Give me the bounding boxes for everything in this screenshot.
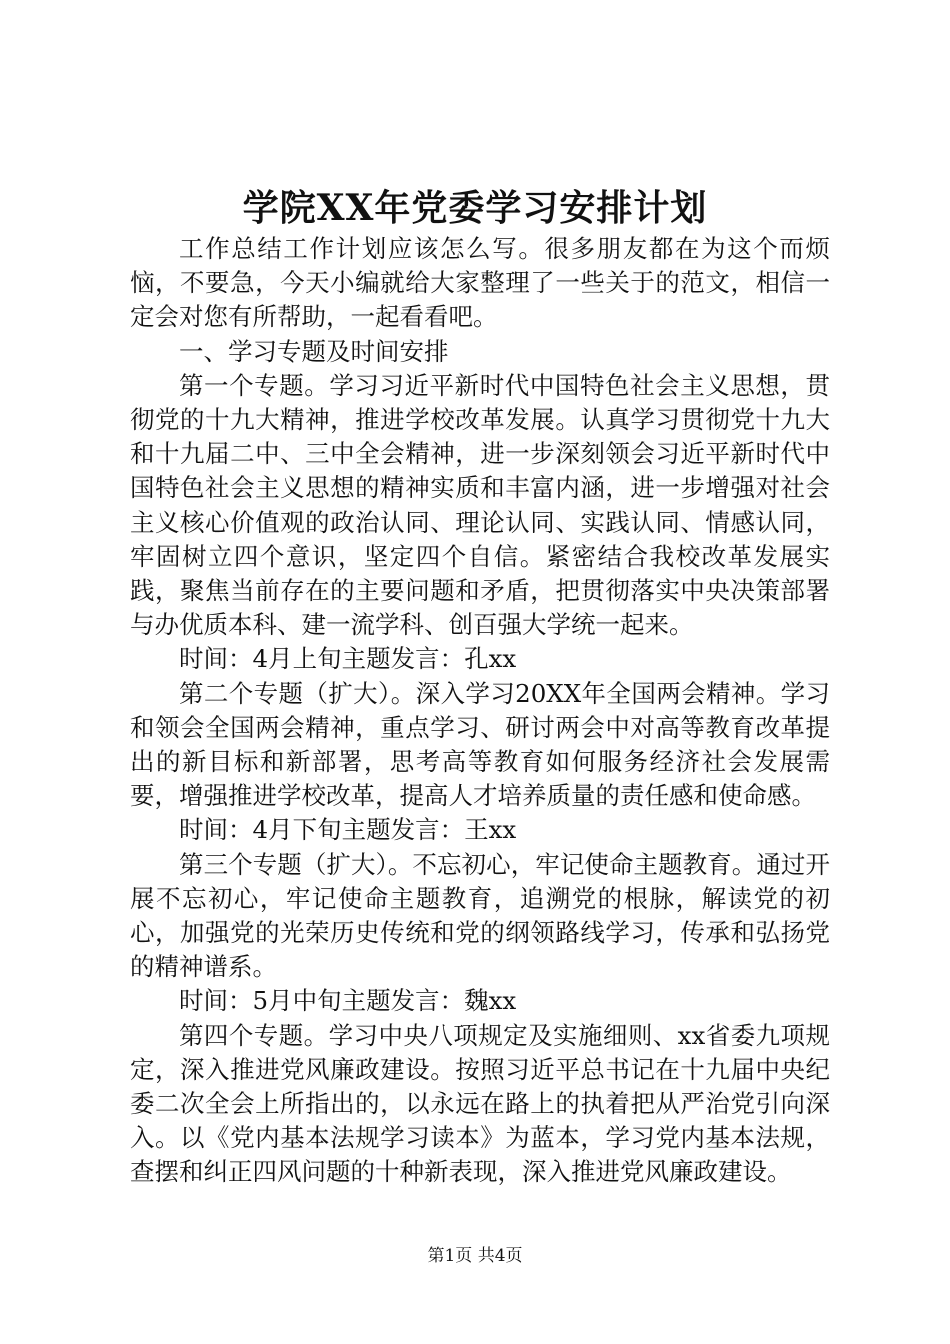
section-heading: 一、学习专题及时间安排 (179, 336, 449, 366)
topic-4-paragraph: 第四个专题。学习中央八项规定及实施细则、xx省委九项规定，深入推进党风廉政建设。按照习近平总书记在十九届中央纪委二次全会上所指出的，以永远在路上的执着把从严治党引向深入。以《党内基本法规学习读本》为蓝本，学习党内基本法规，查摆和纠正四风问题的十种新表现，深入推进党风廉政建设。 (130, 1020, 830, 1187)
page-footer: 第1页 共4页 (427, 1246, 523, 1266)
topic-2-paragraph: 第二个专题（扩大）。深入学习20XX年全国两会精神。学习和领会全国两会精神，重点学习、研讨两会中对高等教育改革提出的新目标和新部署，思考高等教育如何服务经济社会发展需要，增强推进学校改革，提高人才培养质量的责任感和使命感。 (130, 678, 830, 811)
topic-1-time: 时间：4月上旬主题发言：孔xx (179, 644, 517, 674)
topic-1-paragraph: 第一个专题。学习习近平新时代中国特色社会主义思想，贯彻党的十九大精神，推进学校改革发展。认真学习贯彻党十九大和十九届二中、三中全会精神，进一步深刻领会习近平新时代中国特色社会主义思想的精神实质和丰富内涵，进一步增强对社会主义核心价值观的政治认同、理论认同、实践认同、情感认同，牢固树立四个意识，坚定四个自信。紧密结合我校改革发展实践，聚焦当前存在的主要问题和矛盾，把贯彻落实中央决策部署与办优质本科、建一流学科、创百强大学统一起来。 (130, 370, 830, 640)
topic-3-time: 时间：5月中旬主题发言：魏xx (179, 986, 517, 1016)
topic-3-paragraph: 第三个专题（扩大）。不忘初心，牢记使命主题教育。通过开展不忘初心，牢记使命主题教育，追溯党的根脉，解读党的初心，加强党的光荣历史传统和党的纲领路线学习，传承和弘扬党的精神谱系。 (130, 849, 830, 982)
topic-2-time: 时间：4月下旬主题发言：王xx (179, 815, 517, 845)
document-body (130, 232, 830, 1190)
document-title: 学院XX年党委学习安排计划 (242, 187, 708, 229)
intro-paragraph: 工作总结工作计划应该怎么写。很多朋友都在为这个而烦恼，不要急，今天小编就给大家整理了一些关于的范文，相信一定会对您有所帮助，一起看看吧。 (130, 234, 830, 332)
